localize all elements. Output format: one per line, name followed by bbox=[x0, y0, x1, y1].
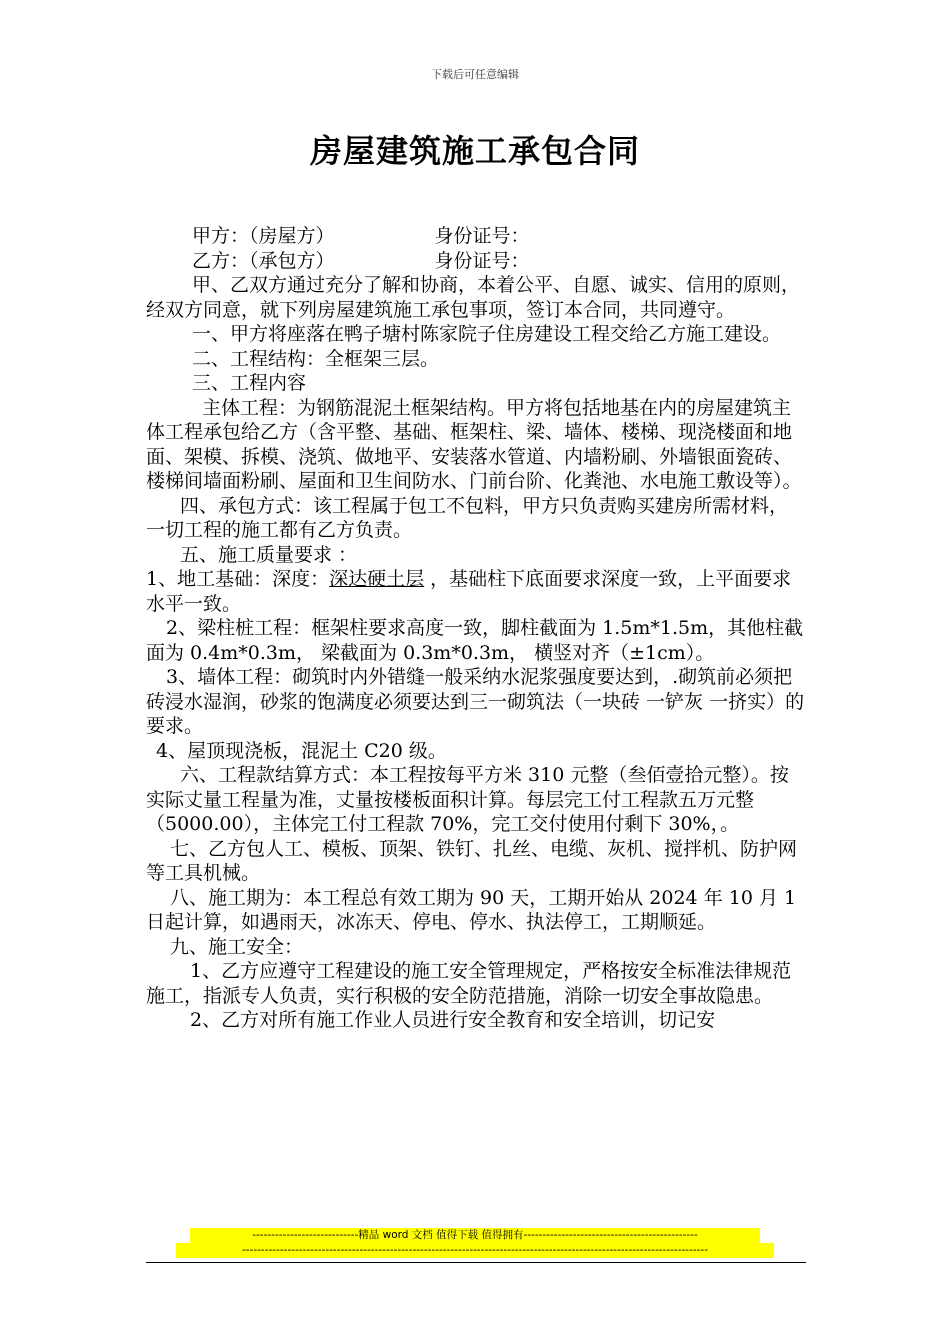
party-a-line bbox=[146, 224, 806, 249]
party-b-label: 乙方：（承包方） bbox=[192, 249, 335, 272]
footer-line-1: ----------------------------精品 word 文档 值得下载 值得拥有---------------------------------------------- bbox=[190, 1228, 760, 1243]
clause-8: 八、施工期为：本工程总有效工期为 90 天，工期开始从 2024 年 10 月 1 日起计算，如遇雨天，冰冻天、停电、停水、执法停工，工期顺延。 bbox=[146, 886, 797, 933]
party-a-id-label: 身份证号： bbox=[434, 225, 530, 247]
clause-9-item-2: 2、乙方对所有施工作业人员进行安全教育和安全培训，切记安 bbox=[190, 1009, 716, 1031]
party-b-line bbox=[146, 249, 806, 274]
party-b-id-label: 身份证号： bbox=[434, 249, 530, 272]
footer-line-2: --------------------------------------------------------------------------------------------------------------------------- bbox=[176, 1243, 774, 1258]
clause-3-body: 主体工程：为钢筋混泥土框架结构。甲方将包括地基在内的房屋建筑主体工程承包给乙方（含平整、基础、框架柱、梁、墙体、楼梯、现浇楼面和地面、架模、拆模、浇筑、做地平、安装落水管道、内墙粉刷、外墙银面瓷砖、楼梯间墙面粉刷、屋面和卫生间防水、门前台阶、化粪池、水电施工敷设等）。 bbox=[146, 396, 802, 492]
clause-3-heading: 三、工程内容 bbox=[192, 372, 307, 394]
foundation-depth-underlined: 深达硬土层 bbox=[329, 568, 425, 590]
clause-2: 二、工程结构：全框架三层。 bbox=[192, 347, 440, 370]
clause-7: 七、乙方包人工、模板、顶架、铁钉、扎丝、电缆、灰机、搅拌机、防护网等工具机械。 bbox=[146, 837, 798, 884]
clause-5-item-2: 2、梁柱桩工程：框架柱要求高度一致，脚柱截面为 1.5m*1.5m，其他柱截面为 0.4m*0.3m， 梁截面为 0.3m*0.3m， 横竖对齐（±1cm）。 bbox=[146, 617, 804, 664]
footer-rule bbox=[146, 1262, 806, 1263]
party-a-label: 甲方：（房屋方） bbox=[192, 225, 335, 247]
clause-5-heading: 五、施工质量要求 ： bbox=[180, 543, 358, 566]
document-title: 房屋建筑施工承包合同 bbox=[309, 132, 640, 170]
clause-1: 一、甲方将座落在鸭子塘村陈家院子住房建设工程交给乙方施工建设。 bbox=[192, 323, 782, 345]
clause-9-heading: 九、施工安全： bbox=[170, 935, 304, 958]
contract-body bbox=[146, 224, 806, 1033]
clause-5-item-3: 3、墙体工程：砌筑时内外错缝一般采纳水泥浆强度要达到，.砌筑前必须把砖浸水湿润，砂浆的饱满度必须要达到三一砌筑法（一块砖 一铲灰 一挤实）的要求。 bbox=[146, 666, 805, 737]
clause-6: 六、工程款结算方式：本工程按每平方米 310 元整（叁佰壹拾元整）。按实际丈量工程量为准，丈量按楼板面积计算。每层完工付工程款五万元整（5000.00），主体完工付工程款 70%，完工交付使用付剩下 30%，。 bbox=[146, 764, 789, 835]
footer-banner bbox=[176, 1228, 774, 1258]
clause-9-item-1: 1、乙方应遵守工程建设的施工安全管理规定，严格按安全标准法律规范施工，指派专人负责，实行积极的安全防范措施，消除一切安全事故隐患。 bbox=[146, 960, 792, 1007]
preamble-paragraph: 甲、乙双方通过充分了解和协商，本着公平、自愿、诚实、信用的原则，经双方同意，就下列房屋建筑施工承包事项，签订本合同，共同遵守。 bbox=[146, 274, 801, 321]
clause-4: 四、承包方式：该工程属于包工不包料，甲方只负责购买建房所需材料，一切工程的施工都有乙方负责。 bbox=[146, 494, 789, 541]
foundation-prefix: 1、地工基础：深度： bbox=[146, 568, 330, 590]
clause-5-item-4: 4、屋顶现浇板，混泥土 C20 级。 bbox=[156, 739, 447, 762]
foundation-suffix: ，基础柱下底面要求深度一致，上平面要求水平一致。 bbox=[146, 568, 792, 615]
clause-5-item-1 bbox=[146, 567, 806, 616]
header-note: 下载后可任意编辑 bbox=[431, 68, 519, 81]
